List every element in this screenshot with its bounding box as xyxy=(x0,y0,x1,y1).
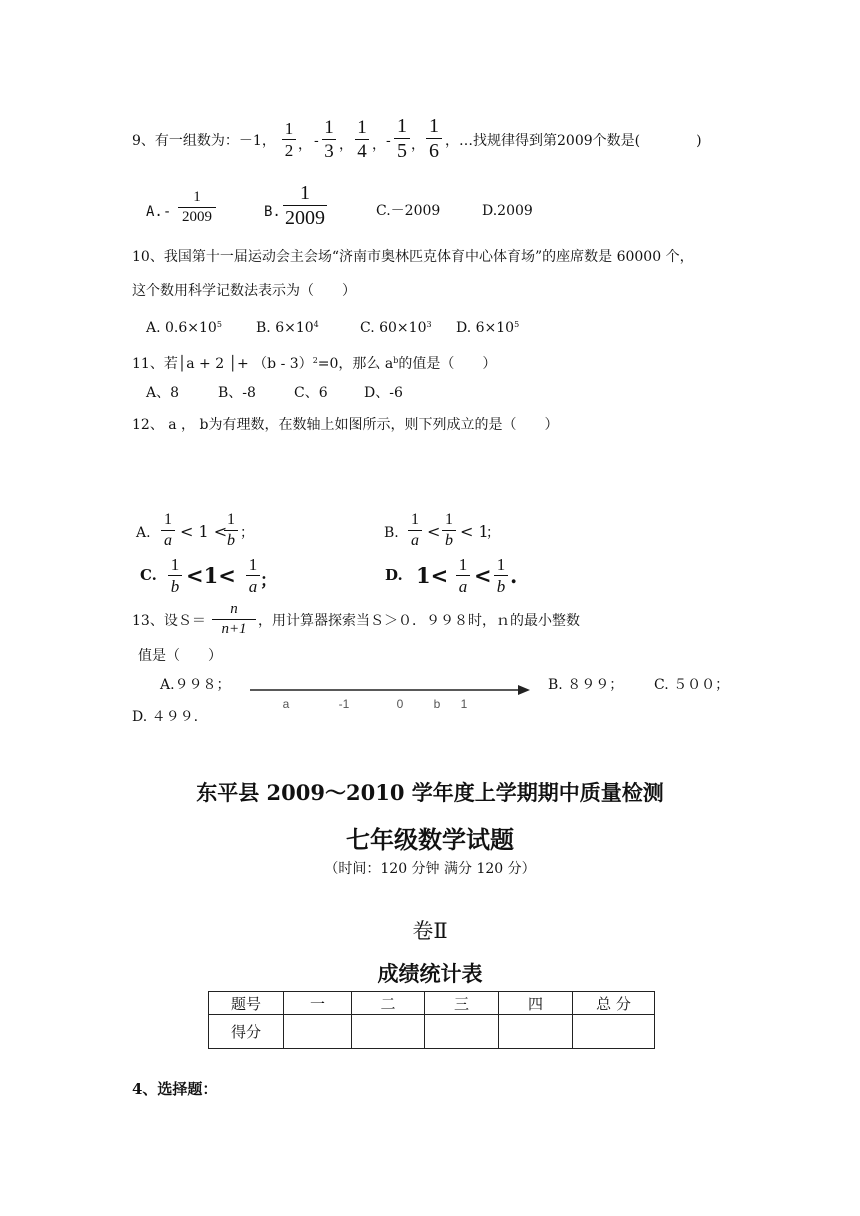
q10-option-c: C. $60\times 10^3$ xyxy=(360,320,432,336)
exam-time-info: （时间：120 分钟 满分 120 分） xyxy=(324,861,536,877)
q9-seq-sign: - xyxy=(314,133,319,149)
q9-option-c: C.－2009 xyxy=(376,203,441,219)
number-line-label-1: 1 xyxy=(460,697,468,711)
q12-fraction-1-over-a: 1 a xyxy=(161,512,175,549)
q13-text-a: 13、设Ｓ＝ xyxy=(132,613,206,629)
number-line-arrow-icon xyxy=(518,685,530,695)
q10-option-a: A. $0.6\times 10^5$ xyxy=(146,320,222,336)
q11-option-d: D、-6 xyxy=(364,385,403,401)
exam-title: 东平县 2009～2010 学年度上学期期中质量检测 xyxy=(196,780,664,805)
q9-seq-fraction: 1 2 xyxy=(282,120,296,159)
q10-line2: 这个数用科学记数法表示为（ ） xyxy=(132,283,356,299)
q9-seq-sign: - xyxy=(386,133,391,149)
table-header-cell: 二 xyxy=(352,992,425,1015)
q12-option-d-label: D. xyxy=(385,566,403,584)
q9-seq-fraction: 1 3 xyxy=(322,118,336,161)
q9-text-a: 9、有一组数为：－1， xyxy=(132,133,276,149)
number-line-label-0: 0 xyxy=(396,697,404,711)
table-header-cell: 四 xyxy=(499,992,573,1015)
number-line-label-a: a xyxy=(282,697,290,711)
q13-fraction: n n+1 xyxy=(212,602,256,637)
q11-text: 11、若│a + 2 │+ （b - 3）$^2$=0，那么 $a^b$的值是（ ） xyxy=(132,356,497,372)
q12-fraction-1-over-b: 1 b xyxy=(168,556,182,595)
q13-option-c: C. ５００； xyxy=(654,677,730,693)
q12-option-c-label: C. xyxy=(140,566,157,584)
score-input-cell[interactable] xyxy=(284,1015,352,1049)
table-header-cell: 三 xyxy=(425,992,499,1015)
q9-seq-fraction: 1 6 xyxy=(426,116,442,161)
q12-fraction-1-over-a: 1 a xyxy=(246,556,260,595)
section-heading: 4、选择题： xyxy=(132,1080,218,1098)
q12-fraction-1-over-b: 1 b xyxy=(442,512,456,549)
table-header-cell: 总 分 xyxy=(573,992,655,1015)
q9-text-b: ，…找规律得到第2009个数是( ) xyxy=(445,133,702,149)
q9-option-d: D.2009 xyxy=(482,203,533,219)
q12-option-a-label: A. xyxy=(136,525,151,541)
q9-option-b-fraction: 1 2009 xyxy=(285,182,325,229)
score-table xyxy=(208,991,655,1049)
q12-fraction-1-over-b: 1 b xyxy=(224,512,238,549)
q9-seq-fraction: 1 4 xyxy=(355,118,369,161)
q13-option-b: B. ８９９； xyxy=(548,677,624,693)
q10-option-b: B. $6\times 10^4$ xyxy=(256,320,319,336)
q11-option-a: A、8 xyxy=(146,385,180,401)
q9-seq-fraction: 1 5 xyxy=(394,116,410,161)
table-row xyxy=(209,992,655,1015)
q13-line2: 值是（ ） xyxy=(138,648,222,664)
q10-option-d: D. $6\times 10^5$ xyxy=(456,320,520,336)
q9-option-b-label: B. xyxy=(264,204,281,220)
table-header-cell: 题号 xyxy=(209,992,284,1015)
table-header-cell: 一 xyxy=(284,992,352,1015)
exam-subject-title: 七年级数学试题 xyxy=(346,825,514,854)
q9-option-a-fraction: 1 2009 xyxy=(178,190,216,225)
q13-text-b: ，用计算器探索当Ｓ＞０．９９８时，ｎ的最小整数 xyxy=(258,613,580,629)
q11-option-c: C、6 xyxy=(294,385,328,401)
q12-text: 12、 a ， b为有理数，在数轴上如图所示，则下列成立的是（ ） xyxy=(132,417,559,433)
score-input-cell[interactable] xyxy=(573,1015,655,1049)
q12-fraction-1-over-a: 1 a xyxy=(408,512,422,549)
q10-line1: 10、我国第十一届运动会主会场“济南市奥林匹克体育中心体育场”的座席数是 60000 个， xyxy=(132,249,694,265)
q12-option-b-label: B. xyxy=(384,525,399,541)
table-row xyxy=(209,1015,655,1049)
q9-option-a-label: A.- xyxy=(146,204,172,220)
q12-fraction-1-over-a: 1 a xyxy=(456,556,470,595)
q11-option-b: B、-8 xyxy=(218,385,256,401)
number-line-label-b: b xyxy=(433,697,441,711)
table-row-label: 得分 xyxy=(209,1015,284,1049)
score-input-cell[interactable] xyxy=(352,1015,425,1049)
q13-option-d: D. ４９９. xyxy=(132,709,199,725)
score-table-title: 成绩统计表 xyxy=(377,961,483,986)
score-input-cell[interactable] xyxy=(425,1015,499,1049)
volume-label: 卷Ⅱ xyxy=(412,919,448,943)
q12-fraction-1-over-b: 1 b xyxy=(494,556,508,595)
score-input-cell[interactable] xyxy=(499,1015,573,1049)
q13-option-a: A.９９８； xyxy=(160,677,231,693)
number-line-figure xyxy=(248,682,532,712)
number-line-label-minus-1: -1 xyxy=(338,697,350,711)
